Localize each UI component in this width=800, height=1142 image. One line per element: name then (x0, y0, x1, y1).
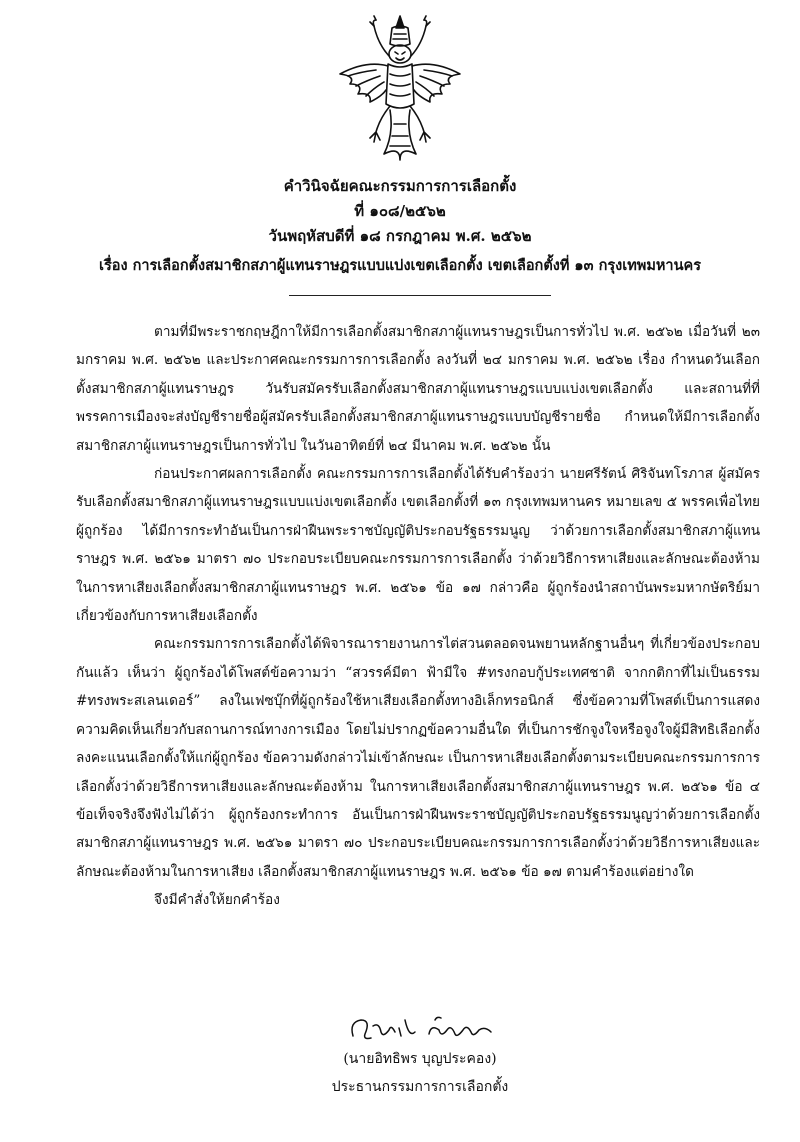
paragraph-findings: คณะกรรมการการเลือกตั้งได้พิจารณารายงานการไต่สวนตลอดจนพยานหลักฐานอื่นๆ ที่เกี่ยวข้องประกอบกันแล้ว เห็นว่า ผู้ถูกร้องได้โพสต์ข้อความว่า “สวรรค์มีตา ฟ้ามีใจ #ทรงกอบกู้ประเทศชาติ จากกติกาที่ไม่เป็นธรรม #ทรงพระสเลนเดอร์” ลงในเฟซบุ๊กที่ผู้ถูกร้องใช้หาเสียงเลือกตั้งทางอิเล็กทรอนิกส์ ซึ่งข้อความที่โพสต์เป็นการแสดงความคิดเห็นเกี่ยวกับสถานการณ์ทางการเมือง โดยไม่ปรากฏข้อความอื่นใด ที่เป็นการชักจูงใจหรือจูงใจผู้มีสิทธิเลือกตั้งลงคะแนนเลือกตั้งให้แก่ผู้ถูกร้อง ข้อความดังกล่าวไม่เข้าลักษณะ เป็นการหาเสียงเลือกตั้งตามระเบียบคณะกรรมการการเลือกตั้งว่าด้วยวิธีการหาเสียงและลักษณะต้องห้าม ในการหาเสียงเลือกตั้งสมาชิกสภาผู้แทนราษฎร พ.ศ. ๒๕๖๑ ข้อ ๔ ข้อเท็จจริงจึงฟังไม่ได้ว่า ผู้ถูกร้องกระทำการ อันเป็นการฝ่าฝืนพระราชบัญญัติประกอบรัฐธรรมนูญว่าด้วยการเลือกตั้งสมาชิกสภาผู้แทนราษฎร พ.ศ. ๒๕๖๑ มาตรา ๗๐ ประกอบระเบียบคณะกรรมการการเลือกตั้งว่าด้วยวิธีการหาเสียงและลักษณะต้องห้ามในการหาเสียง เลือกตั้งสมาชิกสภาผู้แทนราษฎร พ.ศ. ๒๕๖๑ ข้อ ๑๗ ตามคำร้องแต่อย่างใด (76, 636, 760, 880)
decision-number: ที่ ๑๐๘/๒๕๖๒ (354, 202, 446, 220)
signer-position: ประธานกรรมการการเลือกตั้ง (331, 1079, 509, 1095)
signer-name: (นายอิทธิพร บุญประคอง) (343, 1051, 497, 1067)
decision-title: คำวินิจฉัยคณะกรรมการการเลือกตั้ง (283, 177, 517, 195)
paragraph-ruling: จึงมีคำสั่งให้ยกคำร้อง (154, 892, 280, 909)
handwritten-signature (345, 1008, 505, 1048)
paragraph-background: ตามที่มีพระราชกฤษฎีกาให้มีการเลือกตั้งสมาชิกสภาผู้แทนราษฎรเป็นการทั่วไป พ.ศ. ๒๕๖๒ เมื่อวันที่ ๒๓ มกราคม พ.ศ. ๒๕๖๒ และประกาศคณะกรรมการการเลือกตั้ง ลงวันที่ ๒๔ มกราคม พ.ศ. ๒๕๖๒ เรื่อง กำหนดวันเลือกตั้งสมาชิกสภาผู้แทนราษฎร วันรับสมัครรับเลือกตั้งสมาชิกสภาผู้แทนราษฎรแบบแบ่งเขตเลือกตั้ง และสถานที่ที่พรรคการเมืองจะส่งบัญชีรายชื่อผู้สมัครรับเลือกตั้งสมาชิกสภาผู้แทนราษฎรแบบบัญชีรายชื่อ กำหนดให้มีการเลือกตั้งสมาชิกสภาผู้แทนราษฎรเป็นการทั่วไป ในวันอาทิตย์ที่ ๒๔ มีนาคม พ.ศ. ๒๕๖๒ นั้น (76, 324, 760, 454)
divider (289, 295, 551, 296)
garuda-emblem-icon (330, 14, 470, 164)
decision-subject: เรื่อง การเลือกตั้งสมาชิกสภาผู้แทนราษฎรแบบแบ่งเขตเลือกตั้ง เขตเลือกตั้งที่ ๑๓ กรุงเทพมหานคร (99, 257, 701, 274)
paragraph-complaint: ก่อนประกาศผลการเลือกตั้ง คณะกรรมการการเลือกตั้งได้รับคำร้องว่า นายศรีรัตน์ ศิริจันทโรภาส ผู้สมัครรับเลือกตั้งสมาชิกสภาผู้แทนราษฎรแบบแบ่งเขตเลือกตั้ง เขตเลือกตั้งที่ ๑๓ กรุงเทพมหานคร หมายเลข ๕ พรรคเพื่อไทย ผู้ถูกร้อง ได้มีการกระทำอันเป็นการฝ่าฝืนพระราชบัญญัติประกอบรัฐธรรมนูญ ว่าด้วยการเลือกตั้งสมาชิกสภาผู้แทนราษฎร พ.ศ. ๒๕๖๑ มาตรา ๗๐ ประกอบระเบียบคณะกรรมการการเลือกตั้ง ว่าด้วยวิธีการหาเสียงและลักษณะต้องห้ามในการหาเสียงเลือกตั้งสมาชิกสภาผู้แทนราษฎร พ.ศ. ๒๕๖๑ ข้อ ๑๗ กล่าวคือ ผู้ถูกร้องนำสถาบันพระมหากษัตริย์มาเกี่ยวข้องกับการหาเสียงเลือกตั้ง (76, 466, 760, 625)
decision-date: วันพฤหัสบดีที่ ๑๘ กรกฎาคม พ.ศ. ๒๕๖๒ (268, 227, 532, 245)
decision-body (76, 318, 760, 915)
